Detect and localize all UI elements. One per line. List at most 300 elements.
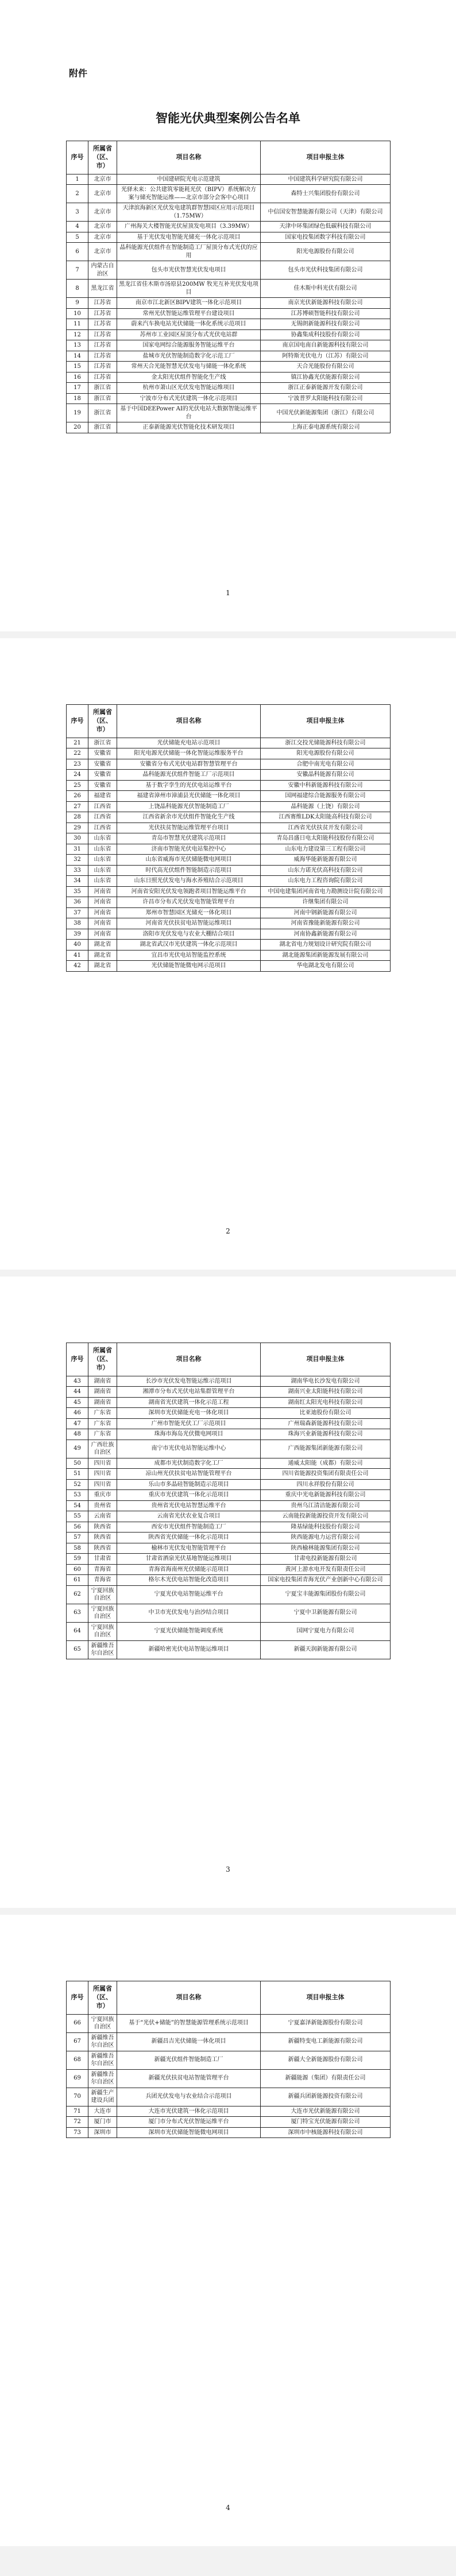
province-cell: 湖南省 [88,1387,117,1398]
table-row [67,1429,391,1440]
project-name-cell: 河南省光伏扶贫电站智能运维项目 [117,918,261,929]
applicant-cell: 阳光电源股份有限公司 [261,243,391,261]
row-number: 11 [67,319,88,330]
project-name-cell: 兵团光伏发电与农业结合示范项目 [117,2088,261,2106]
table-row [67,1458,391,1469]
row-number: 8 [67,280,88,298]
applicant-cell: 江苏博硕智能科技有限公司 [261,308,391,319]
table-row [67,855,391,866]
applicant-cell: 森特士兴集团股份有限公司 [261,185,391,203]
province-cell: 安徽省 [88,770,117,781]
row-number: 7 [67,261,88,280]
province-cell: 宁夏回族自治区 [88,1604,117,1622]
row-number: 41 [67,950,88,961]
table-row [67,351,391,362]
applicant-cell: 湖南华电长沙发电有限公司 [261,1376,391,1387]
project-name-cell: 济南市智能光伏电站集控中心 [117,844,261,855]
applicant-cell: 广西能源集团新能源有限公司 [261,1440,391,1458]
project-name-cell: 甘肃省酒泉光伏基地智能运维项目 [117,1554,261,1565]
table-row [67,1490,391,1501]
row-number: 58 [67,1543,88,1554]
row-number: 63 [67,1604,88,1622]
applicant-cell: 湖北能源集团新能源发展有限公司 [261,950,391,961]
table-row [67,823,391,833]
page-number: 2 [226,1227,230,1235]
row-number: 35 [67,886,88,897]
applicant-cell: 比亚迪股份有限公司 [261,1408,391,1419]
project-name-cell: 成都市光伏制造数字化工厂 [117,1458,261,1469]
table-row [67,2014,391,2032]
project-name-cell: 乐山市多晶硅智能制造示范项目 [117,1479,261,1490]
applicant-cell: 山东电力建设第三工程有限公司 [261,844,391,855]
project-name-cell: 常州天合光能智慧光伏发电与储能一体化系统 [117,362,261,373]
row-number: 21 [67,738,88,748]
province-cell: 四川省 [88,1479,117,1490]
row-number: 22 [67,748,88,759]
table-row [67,383,391,394]
province-cell: 宁夏回族自治区 [88,1622,117,1640]
table-row [67,1387,391,1398]
table-row [67,340,391,351]
row-number: 5 [67,232,88,243]
project-name-cell: 凉山州光伏扶贫电站智能管理平台 [117,1469,261,1480]
table-row [67,770,391,781]
table-row [67,329,391,340]
row-number: 55 [67,1511,88,1522]
column-header: 项目申报主体 [261,705,391,738]
project-name-cell: 陕西省光伏储能一体化示范项目 [117,1533,261,1543]
column-header: 项目名称 [117,1343,261,1376]
project-name-cell: 湖南省光伏建筑一体化示范工程 [117,1397,261,1408]
province-cell: 云南省 [88,1511,117,1522]
row-number: 39 [67,929,88,940]
column-header: 项目申报主体 [261,1343,391,1376]
table-row [67,393,391,404]
applicant-cell: 陕西榆林能源集团有限公司 [261,1543,391,1554]
row-number: 71 [67,2106,88,2117]
applicant-cell: 厦门特宝光伏能源有限公司 [261,2117,391,2128]
applicant-cell: 云南能投新能源投资开发有限公司 [261,1511,391,1522]
page-number: 1 [226,589,230,597]
document-page [0,1915,456,2546]
applicant-cell: 阿特斯光伏电力（江苏）有限公司 [261,351,391,362]
project-name-cell: 天津滨海新区光伏发电建筑群智慧园区应用示范项目（1.75MW） [117,203,261,222]
column-header: 项目名称 [117,705,261,738]
applicant-cell: 包头市光伏科技集团有限公司 [261,261,391,280]
province-cell: 江苏省 [88,362,117,373]
table-row [67,918,391,929]
table-row [67,1575,391,1586]
applicant-cell: 新疆大全新能源股份有限公司 [261,2051,391,2069]
project-name-cell: 宁夏光伏电站智能运维平台 [117,1585,261,1604]
province-cell: 河南省 [88,897,117,908]
table-row [67,362,391,373]
table-row [67,1554,391,1565]
province-cell: 湖南省 [88,1376,117,1387]
applicant-cell: 国家电投集团数字科技有限公司 [261,232,391,243]
project-name-cell: 重庆市光伏建筑一体化示范项目 [117,1490,261,1501]
table-row [67,280,391,298]
province-cell: 新疆维吾尔自治区 [88,1640,117,1659]
table-row [67,1376,391,1387]
case-table [66,704,391,972]
applicant-cell: 浙江正泰新能源开发有限公司 [261,383,391,394]
applicant-cell: 广州瑞森新能源科技有限公司 [261,1418,391,1429]
row-number: 19 [67,404,88,422]
row-number: 12 [67,329,88,340]
applicant-cell: 新疆能源（集团）有限责任公司 [261,2069,391,2088]
province-cell: 新疆维吾尔自治区 [88,2069,117,2088]
page-number: 4 [226,2504,230,2512]
case-table [66,141,391,433]
province-cell: 山东省 [88,865,117,876]
table-row [67,940,391,951]
project-name-cell: 青岛市智慧光伏建筑示范项目 [117,833,261,844]
project-name-cell: 光伏储能智能微电网示范项目 [117,961,261,972]
applicant-cell: 上海正泰电源系统有限公司 [261,422,391,433]
applicant-cell: 南京光伏新能源科技有限公司 [261,298,391,309]
province-cell: 北京市 [88,174,117,185]
table-row [67,1564,391,1575]
column-header: 项目申报主体 [261,1981,391,2015]
project-name-cell: 榆林市光伏发电智能管理平台 [117,1543,261,1554]
province-cell: 江苏省 [88,329,117,340]
province-cell: 广东省 [88,1408,117,1419]
project-name-cell: 蔚来汽车换电站光伏储能一体化系统示范项目 [117,319,261,330]
applicant-cell: 中国光伏新能源集团（浙江）有限公司 [261,404,391,422]
table-row [67,1469,391,1480]
table-row [67,261,391,280]
case-table [66,1981,391,2138]
province-cell: 青海省 [88,1564,117,1575]
project-name-cell: 郑州市智慧园区光储充一体化项目 [117,907,261,918]
attachment-label: 附件 [69,68,88,79]
table-row [67,1511,391,1522]
project-name-cell: 光伏扶贫智能运维管理平台项目 [117,823,261,833]
project-name-cell: 洛阳市光伏发电与农业大棚结合项目 [117,929,261,940]
table-row [67,907,391,918]
table-row [67,886,391,897]
applicant-cell: 无锡朗新能源科技有限公司 [261,319,391,330]
row-number: 20 [67,422,88,433]
project-name-cell: 包头市光伏智慧光伏发电项目 [117,261,261,280]
province-cell: 安徽省 [88,759,117,770]
project-name-cell: 广州市智能光伏工厂示范项目 [117,1418,261,1429]
project-name-cell: 山东日照光伏发电与海水养殖结合示范项目 [117,876,261,887]
province-cell: 新疆生产建设兵团 [88,2088,117,2106]
province-cell: 湖北省 [88,940,117,951]
case-table-grid [66,1343,391,1659]
row-number: 27 [67,801,88,812]
project-name-cell: 盐城市光伏智能制造数字化示范工厂 [117,351,261,362]
applicant-cell: 佳木斯中科光伏有限公司 [261,280,391,298]
table-row [67,174,391,185]
applicant-cell: 贵州乌江清洁能源有限公司 [261,1500,391,1511]
province-cell: 新疆维吾尔自治区 [88,2051,117,2069]
case-table-grid [66,1981,391,2138]
project-name-cell: 湖北省武汉市光伏建筑一体化示范项目 [117,940,261,951]
table-header-row [67,705,391,738]
applicant-cell: 协鑫集成科技股份有限公司 [261,329,391,340]
project-name-cell: 光伏储能充电站示范项目 [117,738,261,748]
project-name-cell: 深圳市光伏储能充电一体化项目 [117,1408,261,1419]
applicant-cell: 山东力诺光伏高科技有限公司 [261,865,391,876]
project-name-cell: 云南省光伏农业复合项目 [117,1511,261,1522]
table-row [67,232,391,243]
row-number: 66 [67,2014,88,2032]
applicant-cell: 四川省能源投资集团有限责任公司 [261,1469,391,1480]
project-name-cell: 新疆哈密光伏电站智能运维项目 [117,1640,261,1659]
province-cell: 陕西省 [88,1522,117,1533]
project-name-cell: 常州光伏智能运维管理平台建设项目 [117,308,261,319]
table-row [67,2127,391,2138]
row-number: 37 [67,907,88,918]
project-name-cell: 杭州市萧山区光伏发电智能运维项目 [117,383,261,394]
applicant-cell: 中国建筑科学研究院有限公司 [261,174,391,185]
row-number: 2 [67,185,88,203]
province-cell: 广东省 [88,1429,117,1440]
applicant-cell: 华电湖北发电有限公司 [261,961,391,972]
table-row [67,738,391,748]
column-header: 序号 [67,705,88,738]
applicant-cell: 隆基绿能科技股份有限公司 [261,1522,391,1533]
province-cell: 北京市 [88,232,117,243]
table-row [67,1533,391,1543]
table-row [67,865,391,876]
project-name-cell: 大连市光伏建筑一体化示范项目 [117,2106,261,2117]
project-name-cell: 格尔木光伏电站智能化改造项目 [117,1575,261,1586]
province-cell: 浙江省 [88,738,117,748]
row-number: 29 [67,823,88,833]
row-number: 24 [67,770,88,781]
row-number: 14 [67,351,88,362]
table-row [67,791,391,802]
applicant-cell: 中国电建集团河南省电力勘测设计院有限公司 [261,886,391,897]
project-name-cell: 宁波市分布式光伏建筑一体化示范项目 [117,393,261,404]
table-header-row [67,1981,391,2015]
province-cell: 大连市 [88,2106,117,2117]
applicant-cell: 新疆天润新能源有限公司 [261,1640,391,1659]
province-cell: 山东省 [88,876,117,887]
row-number: 69 [67,2069,88,2088]
row-number: 51 [67,1469,88,1480]
row-number: 73 [67,2127,88,2138]
row-number: 28 [67,812,88,823]
project-name-cell: 广州海关大楼智能光伏屋顶发电项目（3.39MW） [117,222,261,232]
project-name-cell: 基于数字孪生的光伏电站运维平台 [117,780,261,791]
project-name-cell: 苏州市工业园区屋顶分布式光伏电站群 [117,329,261,340]
row-number: 4 [67,222,88,232]
row-number: 67 [67,2032,88,2051]
applicant-cell: 河南协鑫新能源有限公司 [261,929,391,940]
province-cell: 新疆维吾尔自治区 [88,2032,117,2051]
table-row [67,1622,391,1640]
case-table-grid [66,704,391,972]
row-number: 36 [67,897,88,908]
applicant-cell: 黄河上游水电开发有限责任公司 [261,1564,391,1575]
project-name-cell: 晶科能源光伏组件在智能制造工厂屋顶分布式光伏的应用 [117,243,261,261]
applicant-cell: 甘肃电投新能源有限公司 [261,1554,391,1565]
province-cell: 福建省 [88,791,117,802]
province-cell: 陕西省 [88,1533,117,1543]
table-row [67,1604,391,1622]
province-cell: 浙江省 [88,404,117,422]
project-name-cell: 青海省海南州光伏储能示范项目 [117,1564,261,1575]
row-number: 33 [67,865,88,876]
row-number: 52 [67,1479,88,1490]
row-number: 26 [67,791,88,802]
project-name-cell: 黑龙江省佳木斯市汤原县200MW 牧光互补光伏发电项目 [117,280,261,298]
page-number: 3 [226,1865,230,1873]
row-number: 59 [67,1554,88,1565]
applicant-cell: 阳光电源股份有限公司 [261,748,391,759]
table-row [67,759,391,770]
applicant-cell: 通威太阳能（成都）有限公司 [261,1458,391,1469]
table-row [67,1640,391,1659]
row-number: 57 [67,1533,88,1543]
column-header: 所属省（区、市） [88,1343,117,1376]
province-cell: 北京市 [88,185,117,203]
row-number: 38 [67,918,88,929]
table-row [67,243,391,261]
column-header: 项目名称 [117,1981,261,2015]
project-name-cell: 晶科能源光伏组件智能工厂示范项目 [117,770,261,781]
applicant-cell: 天合光能股份有限公司 [261,362,391,373]
applicant-cell: 国网宁夏电力有限公司 [261,1622,391,1640]
table-row [67,1543,391,1554]
table-header-row [67,141,391,174]
row-number: 30 [67,833,88,844]
row-number: 68 [67,2051,88,2069]
project-name-cell: 福建省漳州市漳浦县光伏储能一体化项目 [117,791,261,802]
province-cell: 广东省 [88,1418,117,1429]
table-row [67,2051,391,2069]
table-row [67,422,391,433]
project-name-cell: 深圳市光伏储能智能微电网项目 [117,2127,261,2138]
project-name-cell: 厦门市分布式光伏智能运维平台 [117,2117,261,2128]
row-number: 10 [67,308,88,319]
row-number: 64 [67,1622,88,1640]
applicant-cell: 安徽中科新能源科技有限公司 [261,780,391,791]
province-cell: 江苏省 [88,340,117,351]
province-cell: 江苏省 [88,372,117,383]
row-number: 65 [67,1640,88,1659]
row-number: 49 [67,1440,88,1458]
case-table [66,1343,391,1659]
table-row [67,1479,391,1490]
province-cell: 宁夏回族自治区 [88,2014,117,2032]
applicant-cell: 重庆中光电新能源科技有限公司 [261,1490,391,1501]
province-cell: 厦门市 [88,2117,117,2128]
row-number: 61 [67,1575,88,1586]
row-number: 40 [67,940,88,951]
row-number: 43 [67,1376,88,1387]
project-name-cell: 时代高光伏组件智能制造示范项目 [117,865,261,876]
province-cell: 宁夏回族自治区 [88,1585,117,1604]
applicant-cell: 湖南兴业太阳能科技有限公司 [261,1387,391,1398]
row-number: 72 [67,2117,88,2128]
table-row [67,897,391,908]
project-name-cell: 湘潭市分布式光伏电站集群管理平台 [117,1387,261,1398]
table-row [67,961,391,972]
applicant-cell: 浙江交投光储能源科技有限公司 [261,738,391,748]
project-name-cell: 河南省安阳光伏发电领跑者项目智能运维平台 [117,886,261,897]
table-row [67,185,391,203]
row-number: 56 [67,1522,88,1533]
applicant-cell: 深圳市中核能源科技有限公司 [261,2127,391,2138]
project-name-cell: 西安市光伏组件智能制造工厂 [117,1522,261,1533]
table-row [67,1440,391,1458]
province-cell: 贵州省 [88,1500,117,1511]
column-header: 序号 [67,1343,88,1376]
province-cell: 内蒙古自治区 [88,261,117,280]
applicant-cell: 湖北省电力规划设计研究院有限公司 [261,940,391,951]
province-cell: 江西省 [88,823,117,833]
province-cell: 深圳市 [88,2127,117,2138]
document-title: 智能光伏典型案例公告名单 [156,111,300,125]
applicant-cell: 安徽晶科能源有限公司 [261,770,391,781]
province-cell: 重庆市 [88,1490,117,1501]
row-number: 50 [67,1458,88,1469]
province-cell: 四川省 [88,1469,117,1480]
project-name-cell: 珠海市海岛光伏微电网项目 [117,1429,261,1440]
province-cell: 江苏省 [88,308,117,319]
province-cell: 广西壮族自治区 [88,1440,117,1458]
row-number: 60 [67,1564,88,1575]
applicant-cell: 宁波普罗太阳能科技有限公司 [261,393,391,404]
table-row [67,780,391,791]
row-number: 13 [67,340,88,351]
province-cell: 河南省 [88,918,117,929]
table-row [67,1397,391,1408]
province-cell: 湖北省 [88,950,117,961]
project-name-cell: 正泰新能源光伏智能化技术研发项目 [117,422,261,433]
table-row [67,2032,391,2051]
table-row [67,1522,391,1533]
project-name-cell: 贵州省光伏电站智慧运维平台 [117,1500,261,1511]
row-number: 31 [67,844,88,855]
province-cell: 浙江省 [88,383,117,394]
row-number: 23 [67,759,88,770]
row-number: 48 [67,1429,88,1440]
province-cell: 青海省 [88,1575,117,1586]
table-row [67,319,391,330]
project-name-cell: 基于“光伏+储能”的智慧能源管理系统示范项目 [117,2014,261,2032]
province-cell: 北京市 [88,243,117,261]
applicant-cell: 国家电投集团青海光伏产业创新中心有限公司 [261,1575,391,1586]
project-name-cell: 光驿未来：公共建筑零能耗光伏（BIPV）系统解决方案与储充智能运维——北京市部分会客中心项目 [117,185,261,203]
row-number: 18 [67,393,88,404]
table-row [67,748,391,759]
province-cell: 河南省 [88,929,117,940]
applicant-cell: 威海华能新能源有限公司 [261,855,391,866]
row-number: 34 [67,876,88,887]
project-name-cell: 长沙市光伏发电智能运维示范项目 [117,1376,261,1387]
province-cell: 江苏省 [88,298,117,309]
row-number: 16 [67,372,88,383]
table-row [67,929,391,940]
applicant-cell: 湖南红太阳光电科技有限公司 [261,1397,391,1408]
document-page [0,0,456,631]
row-number: 25 [67,780,88,791]
row-number: 44 [67,1387,88,1398]
applicant-cell: 宁夏嘉泽新能源股份有限公司 [261,2014,391,2032]
row-number: 3 [67,203,88,222]
row-number: 6 [67,243,88,261]
applicant-cell: 新疆兵团新能源投资有限公司 [261,2088,391,2106]
project-name-cell: 中卫市光伏发电与治沙结合项目 [117,1604,261,1622]
project-name-cell: 江西省新余市光伏组件智能化生产线 [117,812,261,823]
